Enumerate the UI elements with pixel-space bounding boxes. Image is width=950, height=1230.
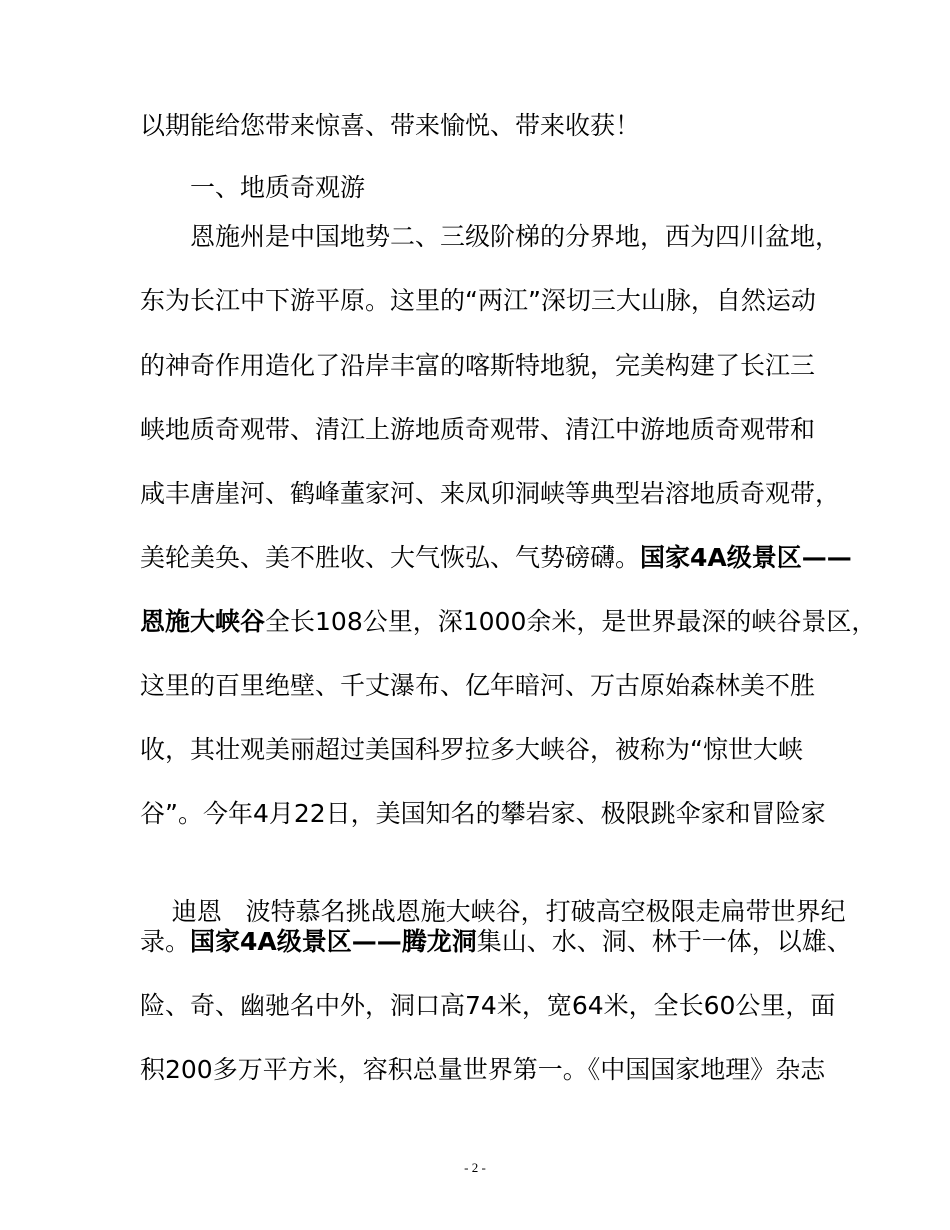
text-run: 险、奇、幽驰名中外，洞口高74米，宽64米，全长60公里，面 <box>140 991 836 1020</box>
text-run: 的神奇作用造化了沿岸丰富的喀斯特地貌，完美构建了长江三 <box>140 351 816 380</box>
text-line <box>140 284 840 318</box>
text-run: 谷”。今年4月22日，美国知名的攀岩家、极限跳伞家和冒险家 <box>140 799 826 828</box>
text-line <box>140 1053 840 1087</box>
bold-run: 国家4A级景区—— <box>640 543 852 572</box>
text-run: 咸丰唐崖河、鹤峰董家河、来凤卯洞峡等典型岩溶地质奇观带， <box>140 479 841 508</box>
text-line <box>140 989 840 1023</box>
text-run: 这里的百里绝壁、千丈瀑布、亿年暗河、万古原始森林美不胜 <box>140 671 816 700</box>
text-run: 恩施州是中国地势二、三级阶梯的分界地，西为四川盆地， <box>190 222 841 251</box>
text-run: 美轮美奂、美不胜收、大气恢弘、气势磅礴。 <box>140 543 641 572</box>
text-line <box>140 797 840 831</box>
text-run: 集山、水、洞、林于一体，以雄、 <box>476 927 852 956</box>
text-line <box>140 477 840 511</box>
text-run: 以期能给您带来惊喜、带来愉悦、带来收获！ <box>140 111 641 140</box>
text-line <box>140 669 840 703</box>
bold-run: 腾龙洞 <box>401 927 477 956</box>
text-line <box>140 925 852 959</box>
text-line <box>140 109 840 143</box>
text-run: 收，其壮观美丽超过美国科罗拉多大峡谷，被称为“惊世大峡 <box>140 735 803 764</box>
bold-run: 国家4A级景区—— <box>190 927 402 956</box>
text-run: 峡地质奇观带、清江上游地质奇观带、清江中游地质奇观带和 <box>140 415 816 444</box>
section-heading <box>190 171 890 205</box>
page-number: - 2 - <box>464 1160 486 1175</box>
text-line <box>140 541 852 575</box>
text-run: 迪恩 波特慕名挑战恩施大峡谷，打破高空极限走扁带世界纪 <box>171 897 846 926</box>
text-run: 全长108公里，深1000余米，是世界最深的峡谷景区， <box>265 607 877 636</box>
text-run: 积200多万平方米，容积总量世界第一。《中国国家地理》杂志 <box>140 1055 826 1084</box>
text-line <box>140 605 877 639</box>
text-run: 录。 <box>140 927 191 956</box>
text-line <box>190 220 890 254</box>
text-run: 一、地质奇观游 <box>190 173 366 202</box>
bold-run: 恩施大峡谷 <box>140 607 266 636</box>
text-line <box>140 413 840 447</box>
text-line <box>140 733 840 767</box>
text-run: 东为长江中下游平原。这里的“两江”深切三大山脉，自然运动 <box>140 286 816 315</box>
text-line <box>140 349 840 383</box>
